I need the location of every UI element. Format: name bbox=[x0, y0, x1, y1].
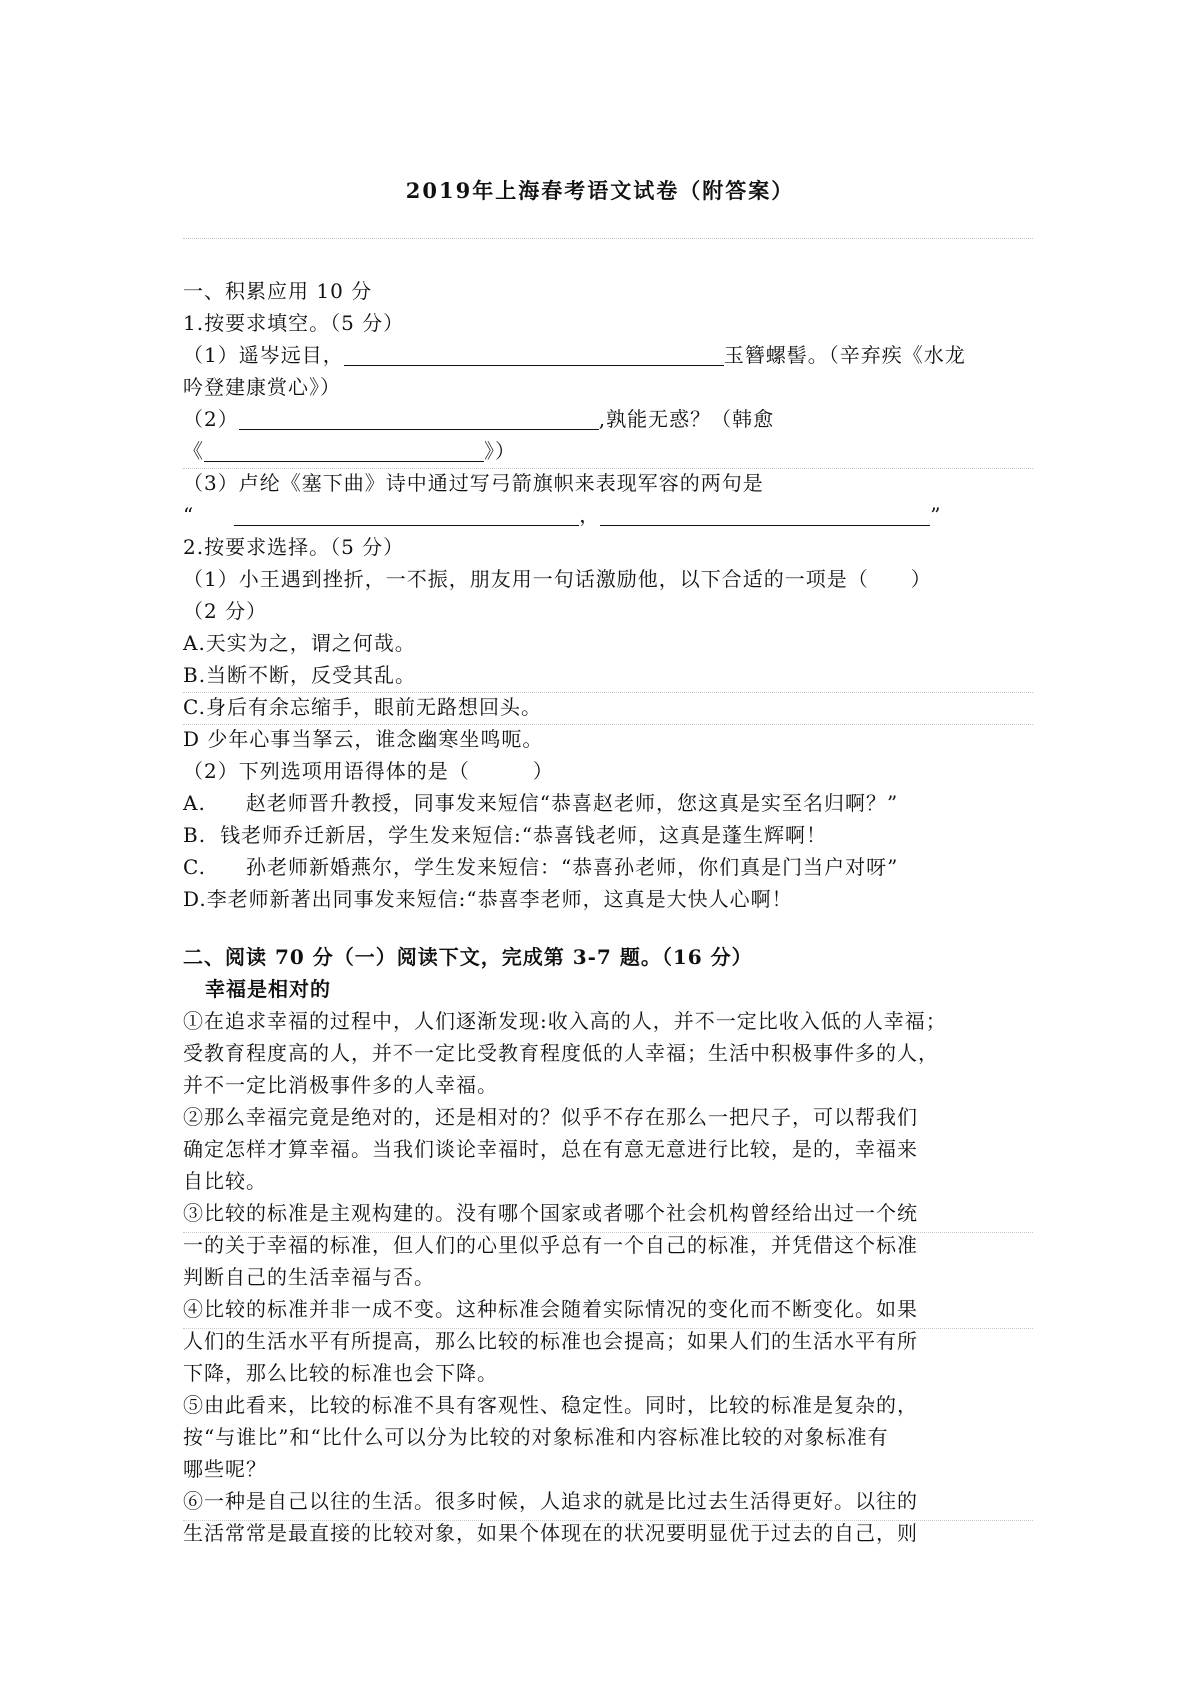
book-bracket-close: 》） bbox=[484, 439, 516, 463]
option-text: 李老师新著出同事发来短信:“恭喜李老师，这真是大快人心啊！ bbox=[206, 887, 793, 911]
divider bbox=[183, 1520, 1033, 1521]
q2-sub2-option-d bbox=[183, 886, 793, 912]
section1-heading: 一、积累应用 10 分 bbox=[183, 279, 373, 303]
q2-sub2-option-a bbox=[183, 790, 898, 816]
option-text: 孙老师新婚燕尔，学生发来短信：“恭喜孙老师，你们真是门当户对呀” bbox=[245, 855, 899, 879]
divider bbox=[183, 468, 1033, 469]
article-line: ⑥一种是自己以往的生活。很多时候，人追求的就是比过去生活得更好。以往的 bbox=[183, 1489, 918, 1513]
q1-item3: （3）卢纶《塞下曲》诗中通过写弓箭旗帜来表现军容的两句是 bbox=[183, 471, 764, 495]
divider bbox=[183, 692, 1033, 693]
q2-sub1: （1）小王遇到挫折，一不振，朋友用一句话激励他，以下合适的一项是（ ） bbox=[183, 567, 932, 591]
article-line: 受教育程度高的人，并不一定比受教育程度低的人幸福；生活中积极事件多的人， bbox=[183, 1041, 939, 1065]
article-line: ④比较的标准并非一成不变。这种标准会随着实际情况的变化而不断变化。如果 bbox=[183, 1297, 918, 1321]
article-line: ③比较的标准是主观构建的。没有哪个国家或者哪个社会机构曾经给出过一个统 bbox=[183, 1201, 918, 1225]
article-line: 并不一定比消极事件多的人幸福。 bbox=[183, 1073, 498, 1097]
q1-item2-cont bbox=[183, 438, 516, 464]
option-text: 赵老师晋升教授，同事发来短信“恭喜赵老师，您这真是实至名归啊？” bbox=[245, 791, 899, 815]
q2-sub2-option-c bbox=[183, 854, 898, 880]
q1-stem: 1.按要求填空。（5 分） bbox=[183, 311, 405, 335]
option-text: 钱老师乔迁新居，学生发来短信:“恭喜钱老师，这真是蓬生辉啊！ bbox=[220, 823, 828, 847]
q1-item1-cont: 吟登建康赏心》） bbox=[183, 375, 341, 399]
article-line: ①在追求幸福的过程中，人们逐渐发现:收入高的人，并不一定比收入低的人幸福； bbox=[183, 1009, 947, 1033]
answer-blank[interactable] bbox=[344, 345, 724, 366]
q2-option-a: A.天实为之，谓之何哉。 bbox=[183, 631, 416, 655]
q2-sub2: （2）下列选项用语得体的是（ ） bbox=[183, 759, 554, 783]
book-bracket-open: 《 bbox=[183, 439, 204, 463]
option-label: B. bbox=[183, 823, 207, 847]
answer-blank[interactable] bbox=[234, 505, 579, 526]
article-line: 人们的生活水平有所提高，那么比较的标准也会提高；如果人们的生活水平有所 bbox=[183, 1329, 918, 1353]
divider bbox=[183, 1328, 1033, 1329]
article-line: ⑤由此看来，比较的标准不具有客观性、稳定性。同时，比较的标准是复杂的， bbox=[183, 1393, 918, 1417]
quote-close: ” bbox=[930, 503, 942, 527]
quote-open: “ bbox=[183, 503, 195, 527]
option-label: C. bbox=[183, 855, 206, 879]
q2-option-b: B.当断不断，反受其乱。 bbox=[183, 663, 417, 687]
article-line: 下降，那么比较的标准也会下降。 bbox=[183, 1361, 498, 1385]
divider bbox=[183, 1232, 1033, 1233]
q2-option-c: C.身后有余忘缩手，眼前无路想回头。 bbox=[183, 695, 542, 719]
document-title: 2019年上海春考语文试卷（附答案） bbox=[405, 178, 795, 203]
q2-stem: 2.按要求选择。（5 分） bbox=[183, 535, 405, 559]
article-line: ②那么幸福完竟是绝对的，还是相对的？似乎不存在那么一把尺子，可以帮我们 bbox=[183, 1105, 918, 1129]
article-title: 幸福是相对的 bbox=[205, 977, 331, 1001]
answer-blank[interactable] bbox=[204, 441, 484, 462]
q1-item1 bbox=[183, 342, 966, 368]
answer-blank[interactable] bbox=[239, 409, 599, 430]
option-label: A. bbox=[183, 791, 206, 815]
option-label: D. bbox=[183, 887, 207, 911]
q2-sub2-option-b bbox=[183, 822, 827, 848]
article-line: 哪些呢？ bbox=[183, 1457, 267, 1481]
section2-heading: 二、阅读 70 分（一）阅读下文，完成第 3-7 题。（16 分） bbox=[183, 945, 753, 969]
q1-item2-suffix: ,孰能无惑？（韩愈 bbox=[598, 407, 775, 431]
article-line: 一的关于幸福的标准，但人们的心里似乎总有一个自己的标准，并凭借这个标准 bbox=[183, 1233, 918, 1257]
article-line: 按“与谁比”和“比什么可以分为比较的对象标准和内容标准比较的对象标准有 bbox=[183, 1425, 889, 1449]
q1-item2-prefix: （2） bbox=[183, 407, 239, 431]
q1-item2 bbox=[183, 406, 774, 432]
q1-item1-suffix: 玉簪螺髻。（辛弃疾《水龙 bbox=[723, 343, 966, 367]
q1-item3-blanks bbox=[183, 502, 941, 528]
article-line: 自比较。 bbox=[183, 1169, 267, 1193]
answer-blank[interactable] bbox=[600, 505, 930, 526]
divider bbox=[183, 238, 1033, 239]
article-line: 判断自己的生活幸福与否。 bbox=[183, 1265, 435, 1289]
q2-option-d: D 少年心事当拏云，谁念幽寒坐鸣呃。 bbox=[183, 727, 544, 751]
divider bbox=[183, 724, 1033, 725]
article-line: 生活常常是最直接的比较对象，如果个体现在的状况要明显优于过去的自己，则 bbox=[183, 1521, 918, 1545]
comma: ， bbox=[579, 503, 601, 527]
q2-sub1-score: （2 分） bbox=[183, 599, 268, 623]
q1-item1-prefix: （1）遥岑远目， bbox=[183, 343, 344, 367]
article-line: 确定怎样才算幸福。当我们谈论幸福时，总在有意无意进行比较，是的，幸福来 bbox=[183, 1137, 918, 1161]
